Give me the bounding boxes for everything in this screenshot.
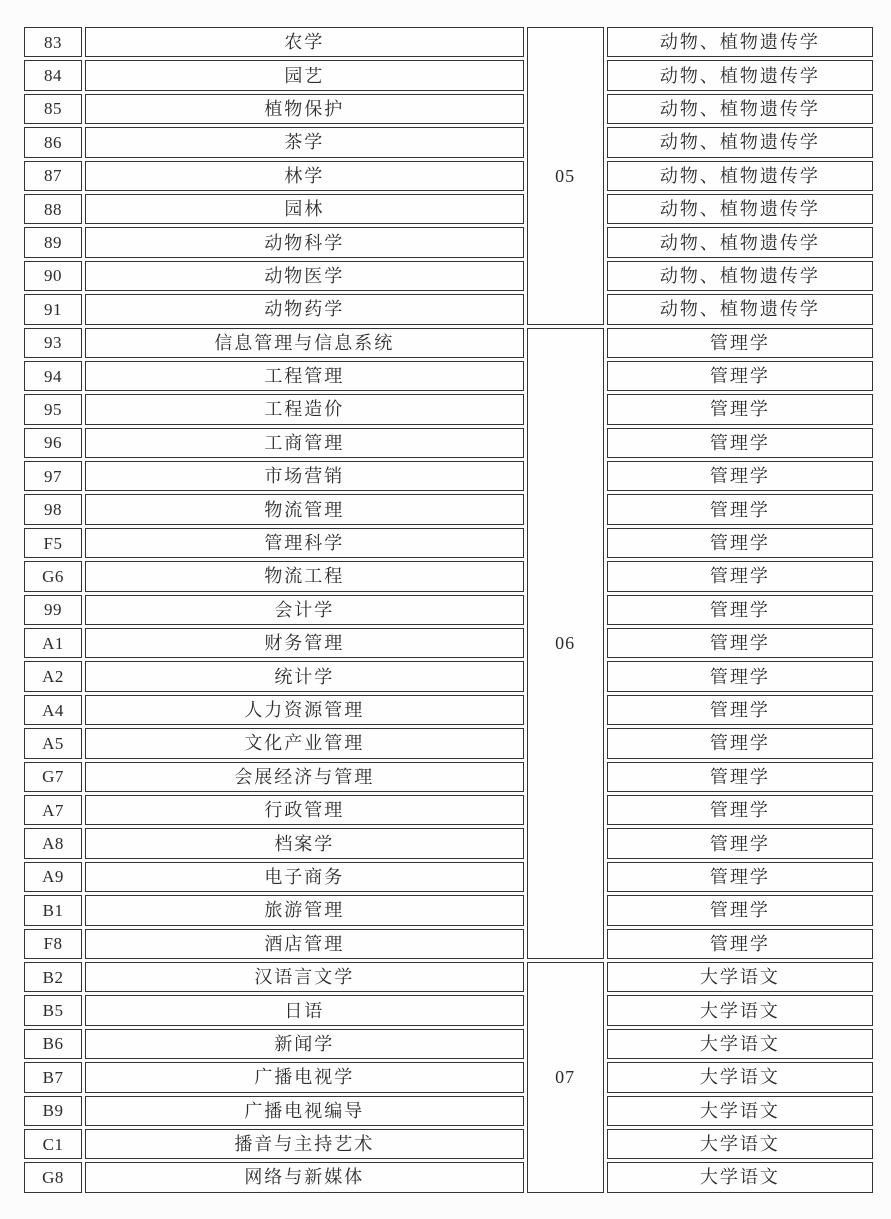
major-code-cell: A8 [24, 828, 82, 858]
table-row [24, 261, 873, 291]
major-code-cell: B7 [24, 1062, 82, 1092]
major-name-cell: 人力资源管理 [85, 695, 524, 725]
exam-group-cell: 05 [527, 27, 604, 325]
table-row [24, 161, 873, 191]
exam-subject-cell: 动物、植物遗传学 [607, 227, 873, 257]
major-name-cell: 农学 [85, 27, 524, 57]
major-name-cell: 统计学 [85, 661, 524, 691]
major-code-cell: 89 [24, 227, 82, 257]
major-name-cell: 工程造价 [85, 394, 524, 424]
exam-subject-cell: 动物、植物遗传学 [607, 127, 873, 157]
exam-subject-cell: 管理学 [607, 394, 873, 424]
exam-subject-cell: 管理学 [607, 361, 873, 391]
table-row [24, 762, 873, 792]
exam-group-cell: 07 [527, 962, 604, 1193]
major-code-cell: F8 [24, 929, 82, 959]
table-row [24, 494, 873, 524]
major-code-cell: 86 [24, 127, 82, 157]
exam-subject-cell: 大学语文 [607, 1062, 873, 1092]
table-row [24, 695, 873, 725]
major-code-cell: 84 [24, 60, 82, 90]
exam-subject-cell: 管理学 [607, 561, 873, 591]
exam-subject-cell: 管理学 [607, 828, 873, 858]
major-name-cell: 市场营销 [85, 461, 524, 491]
major-name-cell: 财务管理 [85, 628, 524, 658]
exam-subject-cell: 大学语文 [607, 962, 873, 992]
exam-subject-cell: 管理学 [607, 461, 873, 491]
table-row [24, 394, 873, 424]
major-code-cell: G8 [24, 1162, 82, 1192]
major-code-cell: 90 [24, 261, 82, 291]
major-name-cell: 酒店管理 [85, 929, 524, 959]
exam-subject-cell: 管理学 [607, 862, 873, 892]
major-code-cell: B6 [24, 1029, 82, 1059]
exam-subject-cell: 管理学 [607, 762, 873, 792]
major-code-cell: 85 [24, 94, 82, 124]
major-code-cell: 95 [24, 394, 82, 424]
major-name-cell: 物流工程 [85, 561, 524, 591]
exam-subject-cell: 管理学 [607, 795, 873, 825]
major-name-cell: 新闻学 [85, 1029, 524, 1059]
major-name-cell: 园林 [85, 194, 524, 224]
table-row [24, 1062, 873, 1092]
exam-subject-cell: 动物、植物遗传学 [607, 94, 873, 124]
table-row [24, 995, 873, 1025]
exam-subject-cell: 管理学 [607, 328, 873, 358]
exam-subject-cell: 大学语文 [607, 1096, 873, 1126]
table-row [24, 561, 873, 591]
major-code-cell: A7 [24, 795, 82, 825]
exam-subject-cell: 大学语文 [607, 1162, 873, 1192]
major-name-cell: 文化产业管理 [85, 728, 524, 758]
major-name-cell: 日语 [85, 995, 524, 1025]
major-name-cell: 网络与新媒体 [85, 1162, 524, 1192]
major-name-cell: 旅游管理 [85, 895, 524, 925]
table-row [24, 962, 873, 992]
exam-subject-cell: 动物、植物遗传学 [607, 161, 873, 191]
table-body [24, 27, 873, 1193]
major-code-cell: 97 [24, 461, 82, 491]
exam-subject-cell: 动物、植物遗传学 [607, 194, 873, 224]
major-code-cell: 98 [24, 494, 82, 524]
exam-subject-cell: 管理学 [607, 595, 873, 625]
major-code-cell: 99 [24, 595, 82, 625]
major-code-cell: 96 [24, 428, 82, 458]
table-row [24, 227, 873, 257]
major-name-cell: 物流管理 [85, 494, 524, 524]
major-name-cell: 工商管理 [85, 428, 524, 458]
major-code-cell: C1 [24, 1129, 82, 1159]
major-code-cell: A9 [24, 862, 82, 892]
table-row [24, 628, 873, 658]
exam-subject-cell: 管理学 [607, 728, 873, 758]
table-row [24, 361, 873, 391]
table-row [24, 929, 873, 959]
table-row [24, 795, 873, 825]
majors-table [21, 24, 876, 1196]
major-name-cell: 茶学 [85, 127, 524, 157]
table-row [24, 27, 873, 57]
major-code-cell: B5 [24, 995, 82, 1025]
major-name-cell: 汉语言文学 [85, 962, 524, 992]
exam-subject-cell: 管理学 [607, 428, 873, 458]
table-row [24, 828, 873, 858]
exam-subject-cell: 管理学 [607, 695, 873, 725]
exam-subject-cell: 动物、植物遗传学 [607, 261, 873, 291]
major-code-cell: 87 [24, 161, 82, 191]
major-name-cell: 园艺 [85, 60, 524, 90]
major-code-cell: A1 [24, 628, 82, 658]
table-row [24, 595, 873, 625]
table-row [24, 728, 873, 758]
major-code-cell: 93 [24, 328, 82, 358]
major-code-cell: B9 [24, 1096, 82, 1126]
major-name-cell: 会展经济与管理 [85, 762, 524, 792]
exam-subject-cell: 管理学 [607, 929, 873, 959]
table-row [24, 60, 873, 90]
major-name-cell: 工程管理 [85, 361, 524, 391]
major-name-cell: 广播电视学 [85, 1062, 524, 1092]
major-code-cell: 94 [24, 361, 82, 391]
exam-subject-cell: 大学语文 [607, 1029, 873, 1059]
exam-subject-cell: 动物、植物遗传学 [607, 60, 873, 90]
exam-subject-cell: 管理学 [607, 895, 873, 925]
exam-subject-cell: 管理学 [607, 494, 873, 524]
exam-subject-cell: 管理学 [607, 628, 873, 658]
major-code-cell: 88 [24, 194, 82, 224]
major-code-cell: G6 [24, 561, 82, 591]
major-name-cell: 行政管理 [85, 795, 524, 825]
table-row [24, 461, 873, 491]
table-row [24, 428, 873, 458]
exam-subject-cell: 管理学 [607, 528, 873, 558]
table-row [24, 528, 873, 558]
major-code-cell: 83 [24, 27, 82, 57]
major-name-cell: 电子商务 [85, 862, 524, 892]
exam-subject-cell: 管理学 [607, 661, 873, 691]
exam-subject-cell: 动物、植物遗传学 [607, 27, 873, 57]
major-name-cell: 播音与主持艺术 [85, 1129, 524, 1159]
exam-group-cell: 06 [527, 328, 604, 959]
major-code-cell: B1 [24, 895, 82, 925]
table-row [24, 127, 873, 157]
table-row [24, 194, 873, 224]
major-name-cell: 档案学 [85, 828, 524, 858]
major-name-cell: 广播电视编导 [85, 1096, 524, 1126]
major-code-cell: G7 [24, 762, 82, 792]
table-row [24, 294, 873, 324]
major-code-cell: B2 [24, 962, 82, 992]
table-row [24, 661, 873, 691]
exam-subject-cell: 大学语文 [607, 1129, 873, 1159]
major-name-cell: 动物科学 [85, 227, 524, 257]
major-code-cell: F5 [24, 528, 82, 558]
table-row [24, 1029, 873, 1059]
major-code-cell: A5 [24, 728, 82, 758]
table-row [24, 1096, 873, 1126]
table-row [24, 895, 873, 925]
table-row [24, 94, 873, 124]
major-name-cell: 植物保护 [85, 94, 524, 124]
table-row [24, 862, 873, 892]
table-row [24, 1162, 873, 1192]
major-code-cell: A2 [24, 661, 82, 691]
major-code-cell: 91 [24, 294, 82, 324]
major-name-cell: 动物医学 [85, 261, 524, 291]
exam-subject-cell: 大学语文 [607, 995, 873, 1025]
major-name-cell: 会计学 [85, 595, 524, 625]
major-name-cell: 管理科学 [85, 528, 524, 558]
major-name-cell: 信息管理与信息系统 [85, 328, 524, 358]
table-row [24, 328, 873, 358]
major-code-cell: A4 [24, 695, 82, 725]
major-name-cell: 动物药学 [85, 294, 524, 324]
table-row [24, 1129, 873, 1159]
major-name-cell: 林学 [85, 161, 524, 191]
exam-subject-cell: 动物、植物遗传学 [607, 294, 873, 324]
